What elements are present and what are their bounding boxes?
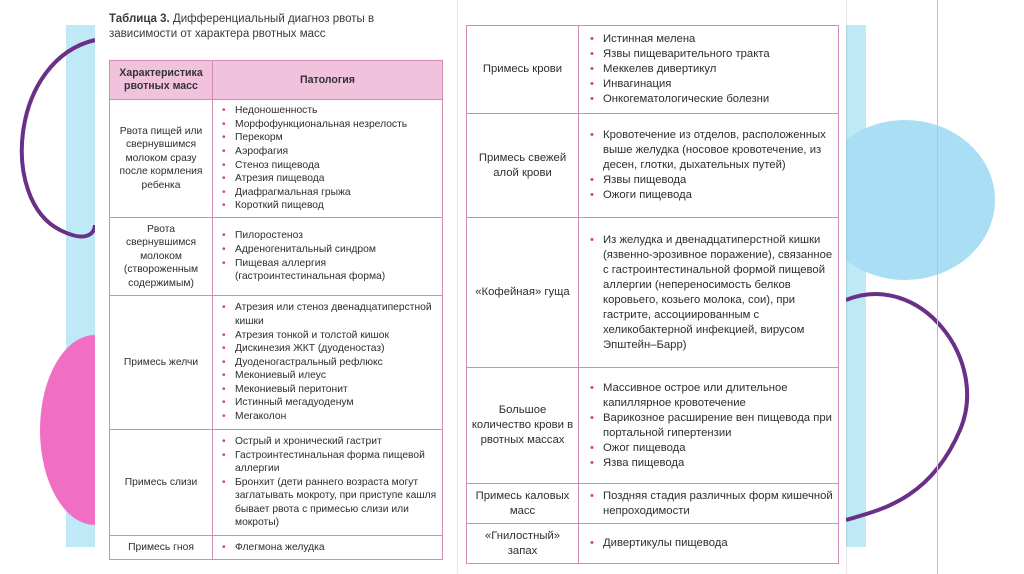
table-row xyxy=(110,536,443,560)
diagnosis-table-left xyxy=(109,60,443,560)
row-pathology xyxy=(579,524,839,564)
list-item: • Инвагинация xyxy=(589,77,834,92)
list-item: • Поздняя стадия различных форм кишечной непроходимости xyxy=(589,489,834,519)
list-item: • Пилоростеноз xyxy=(221,229,438,243)
list-item: • Мегаколон xyxy=(221,410,438,424)
list-item: • Аэрофагия xyxy=(221,145,438,159)
list-item: • Бронхит (дети раннего возраста могут заглатывать мокроту, при приступе кашля бывает рвота с примесью слизи или мокроты) xyxy=(221,476,438,530)
list-item: • Перекорм xyxy=(221,131,438,145)
list-item: • Варикозное расширение вен пищевода при портальной гипертензии xyxy=(589,411,834,441)
row-characteristic: Примесь свежей алой крови xyxy=(467,114,579,218)
list-item: • Дивертикулы пищевода xyxy=(589,536,834,551)
header-characteristic: Характеристика рвотных масс xyxy=(110,61,213,100)
row-characteristic: Рвота пищей или свернувшимся молоком сразу после кормления ребенка xyxy=(110,100,213,218)
caption-label: Таблица 3. xyxy=(109,13,170,25)
row-characteristic: Примесь крови xyxy=(467,26,579,114)
table-row xyxy=(110,218,443,296)
table-header-row xyxy=(110,61,443,100)
table-row xyxy=(467,368,839,484)
cyan-panel-right xyxy=(846,25,866,547)
list-item: • Дуоденогастральный рефлюкс xyxy=(221,356,438,370)
list-item: • Кровотечение из отделов, расположенных выше желудка (носовое кровотечение, из десен, глотки, дыхательных путей) xyxy=(589,128,834,173)
list-item: • Язвы пищевода xyxy=(589,173,834,188)
row-characteristic: Рвота свернувшимся молоком (створоженным содержимым) xyxy=(110,218,213,296)
row-pathology xyxy=(579,114,839,218)
list-item: • Мекониевый перитонит xyxy=(221,383,438,397)
caption-text: Дифференциальный диагноз рвоты в зависимости от характера рвотных масс xyxy=(109,13,375,40)
row-pathology xyxy=(213,296,443,430)
list-item: • Адреногенитальный синдром xyxy=(221,243,438,257)
list-item: • Массивное острое или длительное капиллярное кровотечение xyxy=(589,381,834,411)
list-item: • Пищевая аллергия (гастроинтестинальная форма) xyxy=(221,257,438,284)
page-right xyxy=(458,0,846,574)
list-item: • Короткий пищевод xyxy=(221,199,438,213)
table-row xyxy=(467,484,839,524)
header-pathology: Патология xyxy=(213,61,443,100)
row-pathology xyxy=(213,100,443,218)
list-item: • Мекониевый илеус xyxy=(221,369,438,383)
divider-line xyxy=(937,0,938,574)
table-row xyxy=(110,296,443,430)
list-item: • Морфофункциональная незрелость xyxy=(221,118,438,132)
list-item: • Гастроинтестинальная форма пищевой аллергии xyxy=(221,449,438,476)
list-item: • Острый и хронический гастрит xyxy=(221,435,438,449)
row-pathology xyxy=(213,430,443,536)
list-item: • Атрезия пищевода xyxy=(221,172,438,186)
row-pathology xyxy=(213,218,443,296)
row-pathology xyxy=(579,218,839,368)
list-item: • Из желудка и двенадцатиперстной кишки (язвенно-эрозивное поражение), связанное с гастроинтестинальной формой пищевой аллергии (непереносимость белков коровьего, козьего молока, сои), при гастрите, ассоциированным с хеликобактерной инфекцией, вирусом Эпштейн–Барр) xyxy=(589,233,834,353)
row-pathology xyxy=(213,536,443,560)
table-row xyxy=(110,100,443,218)
row-characteristic: Примесь желчи xyxy=(110,296,213,430)
table-row xyxy=(467,218,839,368)
row-characteristic: «Кофейная» гуща xyxy=(467,218,579,368)
list-item: • Атрезия тонкой и толстой кишок xyxy=(221,329,438,343)
row-pathology xyxy=(579,368,839,484)
row-characteristic: Примесь гноя xyxy=(110,536,213,560)
list-item: • Меккелев дивертикул xyxy=(589,62,834,77)
page-left xyxy=(95,0,451,574)
table-row xyxy=(467,524,839,564)
list-item: • Истинная мелена xyxy=(589,32,834,47)
table-row xyxy=(467,26,839,114)
list-item: • Флегмона желудка xyxy=(221,541,438,555)
row-pathology xyxy=(579,26,839,114)
list-item: • Язва пищевода xyxy=(589,456,834,471)
list-item: • Истинный мегадуоденум xyxy=(221,396,438,410)
list-item: • Стеноз пищевода xyxy=(221,159,438,173)
row-characteristic: Примесь слизи xyxy=(110,430,213,536)
table-caption xyxy=(109,12,439,42)
list-item: • Недоношенность xyxy=(221,104,438,118)
diagnosis-table-right xyxy=(466,25,839,564)
list-item: • Ожог пищевода xyxy=(589,441,834,456)
row-characteristic: Примесь каловых масс xyxy=(467,484,579,524)
list-item: • Атрезия или стеноз двенадцатиперстной кишки xyxy=(221,301,438,328)
table-row xyxy=(110,430,443,536)
list-item: • Ожоги пищевода xyxy=(589,188,834,203)
list-item: • Язвы пищеварительного тракта xyxy=(589,47,834,62)
table-row xyxy=(467,114,839,218)
row-characteristic: Большое количество крови в рвотных массах xyxy=(467,368,579,484)
row-characteristic: «Гнилостный» запах xyxy=(467,524,579,564)
list-item: • Онкогематологические болезни xyxy=(589,92,834,107)
row-pathology xyxy=(579,484,839,524)
list-item: • Диафрагмальная грыжа xyxy=(221,186,438,200)
list-item: • Дискинезия ЖКТ (дуоденостаз) xyxy=(221,342,438,356)
